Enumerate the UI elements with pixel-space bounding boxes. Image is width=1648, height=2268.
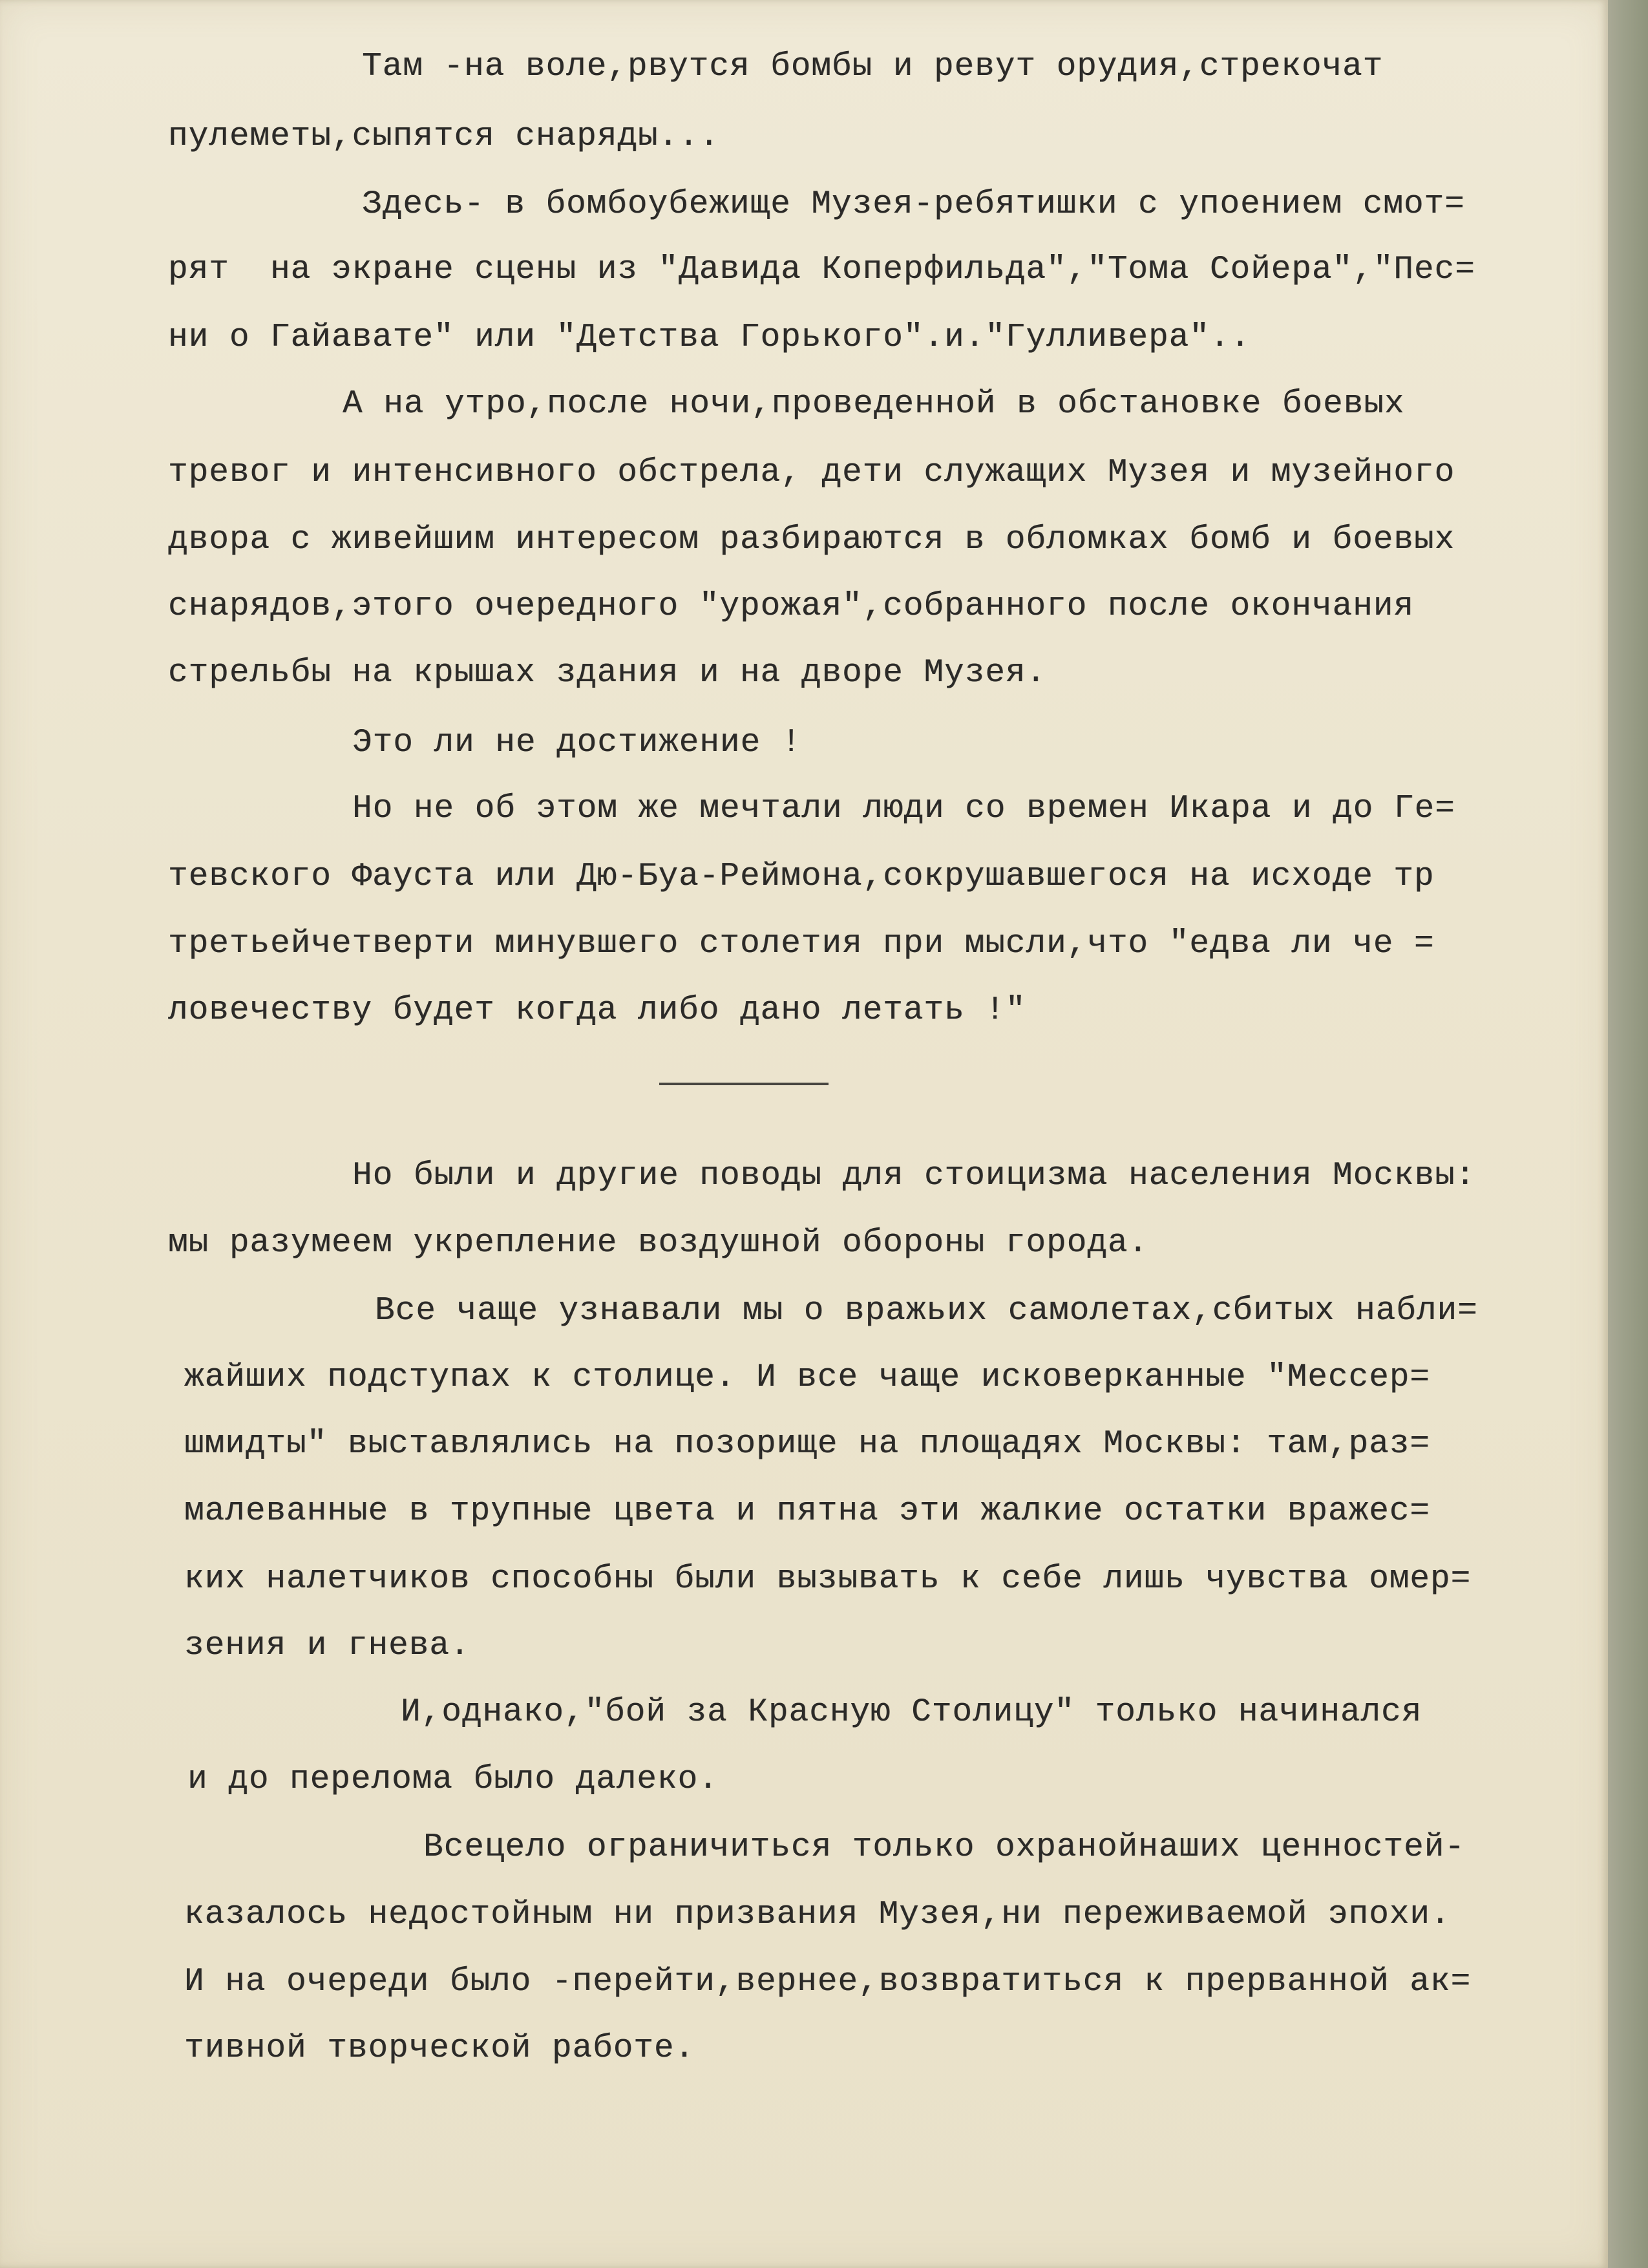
text-line: снарядов,этого очередного "урожая",собранного после окончания (168, 588, 1414, 625)
text-line: третьейчетверти минувшего столетия при мысли,что "едва ли че = (168, 926, 1435, 962)
text-line: зения и гнева. (184, 1627, 470, 1664)
scan-background-edge (1608, 0, 1648, 2268)
text-line: ловечеству будет когда либо дано летать !" (168, 992, 1026, 1029)
text-line: мы разумеем укрепление воздушной обороны города. (168, 1225, 1149, 1262)
text-line: ни о Гайавате" или "Детства Горького".и."Гулливера".. (168, 319, 1251, 356)
text-line: и до перелома было далеко. (187, 1761, 719, 1798)
text-line: Но не об этом же мечтали люди со времен Икара и до Ге= (352, 790, 1455, 827)
text-line: жайших подступах к столице. И все чаще исковерканные "Мессер= (184, 1359, 1430, 1396)
text-line: ких налетчиков способны были вызывать к себе лишь чувства омер= (184, 1561, 1472, 1598)
text-line: Всецело ограничиться только охранойнаших ценностей- (423, 1829, 1465, 1866)
text-line: малеванные в трупные цвета и пятна эти жалкие остатки вражес= (184, 1493, 1430, 1530)
text-line: стрельбы на крышах здания и на дворе Музея. (168, 655, 1047, 692)
text-line: А на утро,после ночи,проведенной в обстановке боевых (343, 386, 1405, 423)
text-line: шмидты" выставлялись на позорище на площадях Москвы: там,раз= (184, 1426, 1430, 1463)
section-divider (659, 1083, 829, 1085)
text-line: Там -на воле,рвутся бомбы и ревут орудия,стрекочат (362, 48, 1384, 85)
text-line: Здесь- в бомбоубежище Музея-ребятишки с упоением смот= (362, 186, 1465, 223)
text-line: Это ли не достижение ! (352, 725, 802, 761)
text-line: И на очереди было -перейти,вернее,возвратиться к прерванной ак= (184, 1964, 1472, 2000)
text-line: Но были и другие поводы для стоицизма населения Москвы: (352, 1158, 1476, 1194)
text-line: Все чаще узнавали мы о вражьих самолетах,сбитых набли= (375, 1293, 1478, 1330)
text-line: пулеметы,сыпятся снаряды... (168, 118, 720, 155)
text-line: двора с живейшим интересом разбираются в обломках бомб и боевых (168, 522, 1455, 558)
text-line: тревог и интенсивного обстрела, дети служащих Музея и музейного (168, 454, 1455, 491)
text-line: тивной творческой работе. (184, 2030, 695, 2067)
text-line: И,однако,"бой за Красную Столицу" только начинался (401, 1694, 1422, 1731)
text-line: казалось недостойным ни призвания Музея,ни переживаемой эпохи. (184, 1896, 1451, 1933)
text-line: тевского Фауста или Дю-Буа-Реймона,сокрушавшегося на исходе тр (168, 858, 1435, 895)
text-line: рят на экране сцены из "Давида Коперфильда","Тома Сойера","Пес= (168, 251, 1475, 288)
